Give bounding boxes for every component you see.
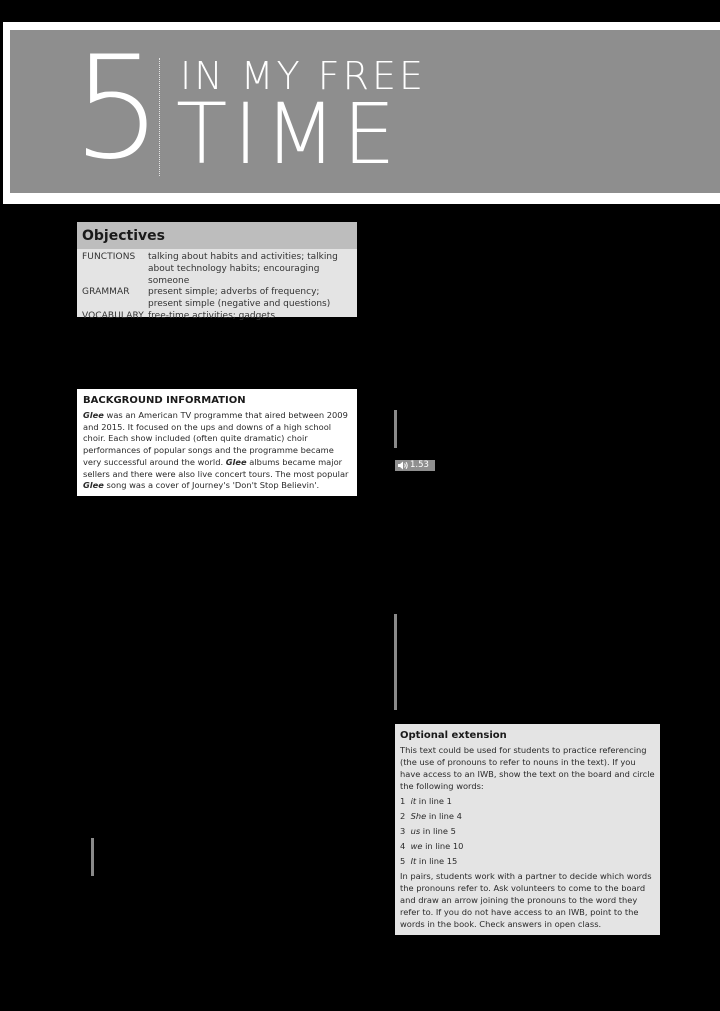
item-text: in line 4 <box>426 811 462 821</box>
objectives-row <box>82 252 357 287</box>
item-number: 3 <box>400 826 406 836</box>
margin-bar <box>394 614 397 710</box>
objectives-row-value: present simple; adverbs of frequency; present simple (negative and questions) <box>148 287 331 310</box>
list-item <box>400 810 656 822</box>
italic-title: Glee <box>83 480 104 491</box>
unit-number: 5 <box>72 26 159 191</box>
list-item <box>400 855 656 867</box>
audio-track-tag[interactable] <box>395 460 435 471</box>
item-word: it <box>410 796 417 806</box>
background-information-box <box>77 389 357 496</box>
body-text: albums became major sellers and there were also live concert tours. The most popular <box>83 456 349 479</box>
item-word: It <box>410 856 417 866</box>
body-text: song was a cover of Journey's 'Don't Stop Believin'. <box>103 480 320 491</box>
optional-extension-heading: Optional extension <box>400 730 507 741</box>
header-divider <box>159 58 160 176</box>
item-text: in line 15 <box>416 856 458 866</box>
body-text: was an American TV programme that aired between 2009 and 2015. It focused on the ups and downs of a high school choir. Each show included (often quite dramatic) choir performances of popular songs and the programme became very successful around the world. <box>83 410 348 467</box>
item-number: 5 <box>400 856 406 866</box>
list-item <box>400 795 656 807</box>
list-item <box>400 840 656 852</box>
objectives-heading: Objectives <box>77 222 357 249</box>
objectives-row-value: talking about habits and activities; talking about technology habits; encouraging someone <box>148 252 338 286</box>
background-information-text <box>83 410 352 492</box>
item-number: 4 <box>400 841 406 851</box>
objectives-row-key: FUNCTIONS <box>82 252 136 262</box>
objectives-row <box>82 287 357 311</box>
item-word: us <box>410 826 421 836</box>
audio-track-number: 1.53 <box>410 460 429 470</box>
objectives-table <box>77 249 357 323</box>
background-information-heading: BACKGROUND INFORMATION <box>83 395 246 406</box>
optional-extension-box <box>395 724 660 935</box>
italic-title: Glee <box>225 456 247 467</box>
objectives-row-key: GRAMMAR <box>82 287 130 298</box>
optional-extension-intro: This text could be used for students to practice referencing (the use of pronouns to refer to nouns in the text). If you have access to an IWB, show the text on the board and circle the following words: <box>400 745 655 791</box>
item-text: in line 5 <box>420 826 456 836</box>
objectives-row-key: VOCABULARY <box>82 310 144 321</box>
objectives-row-value: free-time activities; gadgets <box>148 310 276 321</box>
objectives-box <box>77 222 357 321</box>
unit-title-main: TIME <box>176 85 402 183</box>
item-number: 2 <box>400 811 406 821</box>
optional-extension-outro: In pairs, students work with a partner to decide which words the pronouns refer to. Ask volunteers to come to the board and draw an arrow joining the pronouns to the word they refer to. If you do not have access to an IWB, point to the words in the book. Check answers in open class. <box>400 871 652 929</box>
speaker-icon <box>397 461 409 470</box>
item-number: 1 <box>400 796 406 806</box>
objectives-row <box>82 311 357 323</box>
list-item <box>400 825 656 837</box>
margin-bar <box>91 838 94 876</box>
unit-title-top: IN MY FREE <box>180 54 427 98</box>
item-text: in line 10 <box>422 841 464 851</box>
item-word: we <box>410 841 423 851</box>
item-word: She <box>410 811 427 821</box>
margin-bar <box>394 410 397 448</box>
italic-title: Glee <box>83 410 104 420</box>
item-text: in line 1 <box>416 796 452 806</box>
